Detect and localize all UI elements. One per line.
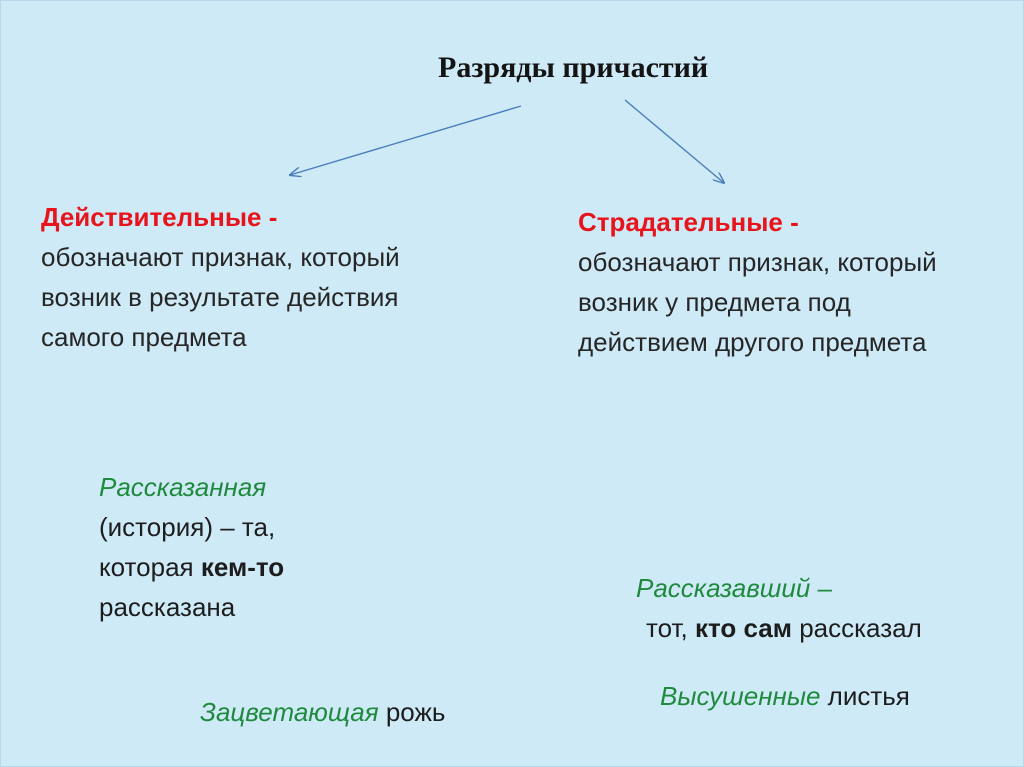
arrow-left bbox=[290, 106, 521, 175]
example-narrator-text: тот, bbox=[646, 613, 695, 643]
active-heading: Действительные - bbox=[41, 202, 278, 232]
example-narrator-participle: Рассказавший – bbox=[636, 573, 832, 603]
example-narrator-text: рассказал bbox=[791, 613, 922, 643]
example-told-line: рассказана bbox=[99, 592, 236, 622]
example-blooming-noun: рожь bbox=[378, 697, 446, 727]
passive-line: возник у предмета под bbox=[578, 287, 851, 317]
example-told-participle: Рассказанная bbox=[99, 472, 267, 502]
example-told-emphasis: кем-то bbox=[200, 552, 285, 582]
passive-participles-definition bbox=[578, 202, 937, 362]
active-line: самого предмета bbox=[41, 322, 247, 352]
example-told-text: которая bbox=[99, 552, 201, 582]
passive-line: действием другого предмета bbox=[578, 327, 927, 357]
arrow-right bbox=[625, 100, 724, 183]
example-told-line bbox=[99, 547, 284, 587]
example-told-line: (история) – та, bbox=[99, 512, 276, 542]
active-line: возник в результате действия bbox=[41, 282, 399, 312]
example-dried bbox=[660, 676, 910, 716]
example-dried-noun: листья bbox=[820, 681, 910, 711]
example-told bbox=[99, 467, 284, 627]
passive-line: обозначают признак, который bbox=[578, 247, 937, 277]
page-title: Разряды причастий bbox=[438, 51, 709, 84]
example-dried-participle: Высушенные bbox=[660, 681, 821, 711]
example-blooming bbox=[200, 692, 445, 732]
arrows bbox=[1, 1, 1024, 767]
example-blooming-participle: Зацветающая bbox=[200, 697, 379, 727]
example-narrator-emphasis: кто сам bbox=[694, 613, 792, 643]
active-participles-definition bbox=[41, 197, 400, 357]
example-narrator-line bbox=[636, 608, 922, 648]
passive-heading: Страдательные - bbox=[578, 207, 799, 237]
active-line: обозначают признак, который bbox=[41, 242, 400, 272]
example-narrator bbox=[636, 568, 922, 648]
